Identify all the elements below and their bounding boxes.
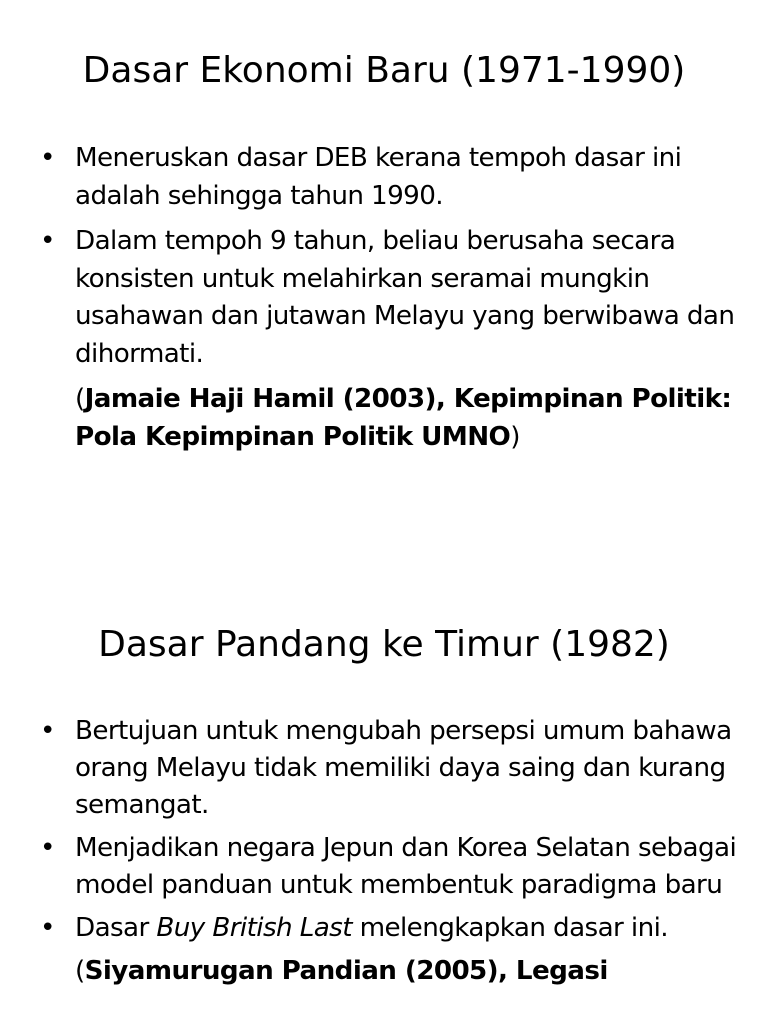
- slide-dasar-pandang-ke-timur: [0, 600, 768, 1024]
- bullet-icon: •: [40, 913, 55, 943]
- slide-title: Dasar Pandang ke Timur (1982): [98, 624, 670, 665]
- citation-source: Siyamurugan Pandian (2005), Legasi: [84, 956, 608, 986]
- bullet-item: [40, 713, 740, 824]
- citation-source: Jamaie Haji Hamil (2003), Kepimpinan Politik: Pola Kepimpinan Politik UMNO: [75, 384, 732, 452]
- bullet-item: [40, 223, 740, 373]
- bullet-list: [40, 713, 740, 996]
- slide-title: Dasar Ekonomi Baru (1971-1990): [82, 50, 686, 91]
- bullet-icon: •: [40, 833, 55, 863]
- bullet-text: Dalam tempoh 9 tahun, beliau berusaha secara konsisten untuk melahirkan seramai mungkin usahawan dan jutawan Melayu yang berwibawa dan dihormati.: [75, 226, 735, 369]
- bullet-text-before: Dasar: [75, 913, 157, 943]
- bullet-text-after: melengkapkan dasar ini.: [351, 913, 668, 943]
- bullet-list: [40, 140, 740, 464]
- bullet-text: Bertujuan untuk mengubah persepsi umum bahawa orang Melayu tidak memiliki daya saing dan kurang semangat.: [75, 716, 732, 820]
- bullet-icon: •: [40, 143, 55, 173]
- citation: [40, 381, 740, 456]
- citation-open-paren: (: [75, 956, 85, 986]
- citation: [40, 953, 740, 990]
- bullet-text: Menjadikan negara Jepun dan Korea Selatan sebagai model panduan untuk membentuk paradigma baru: [75, 833, 737, 900]
- bullet-text-italic: Buy British Last: [156, 913, 352, 943]
- bullet-item: [40, 830, 740, 904]
- bullet-item: [40, 910, 740, 947]
- citation-open-paren: (: [75, 384, 85, 414]
- citation-close-paren: ): [510, 421, 520, 452]
- bullet-icon: •: [40, 716, 55, 746]
- bullet-text: Meneruskan dasar DEB kerana tempoh dasar ini adalah sehingga tahun 1990.: [75, 143, 682, 211]
- bullet-item: [40, 140, 740, 215]
- bullet-text: [75, 913, 668, 943]
- bullet-icon: •: [40, 226, 55, 256]
